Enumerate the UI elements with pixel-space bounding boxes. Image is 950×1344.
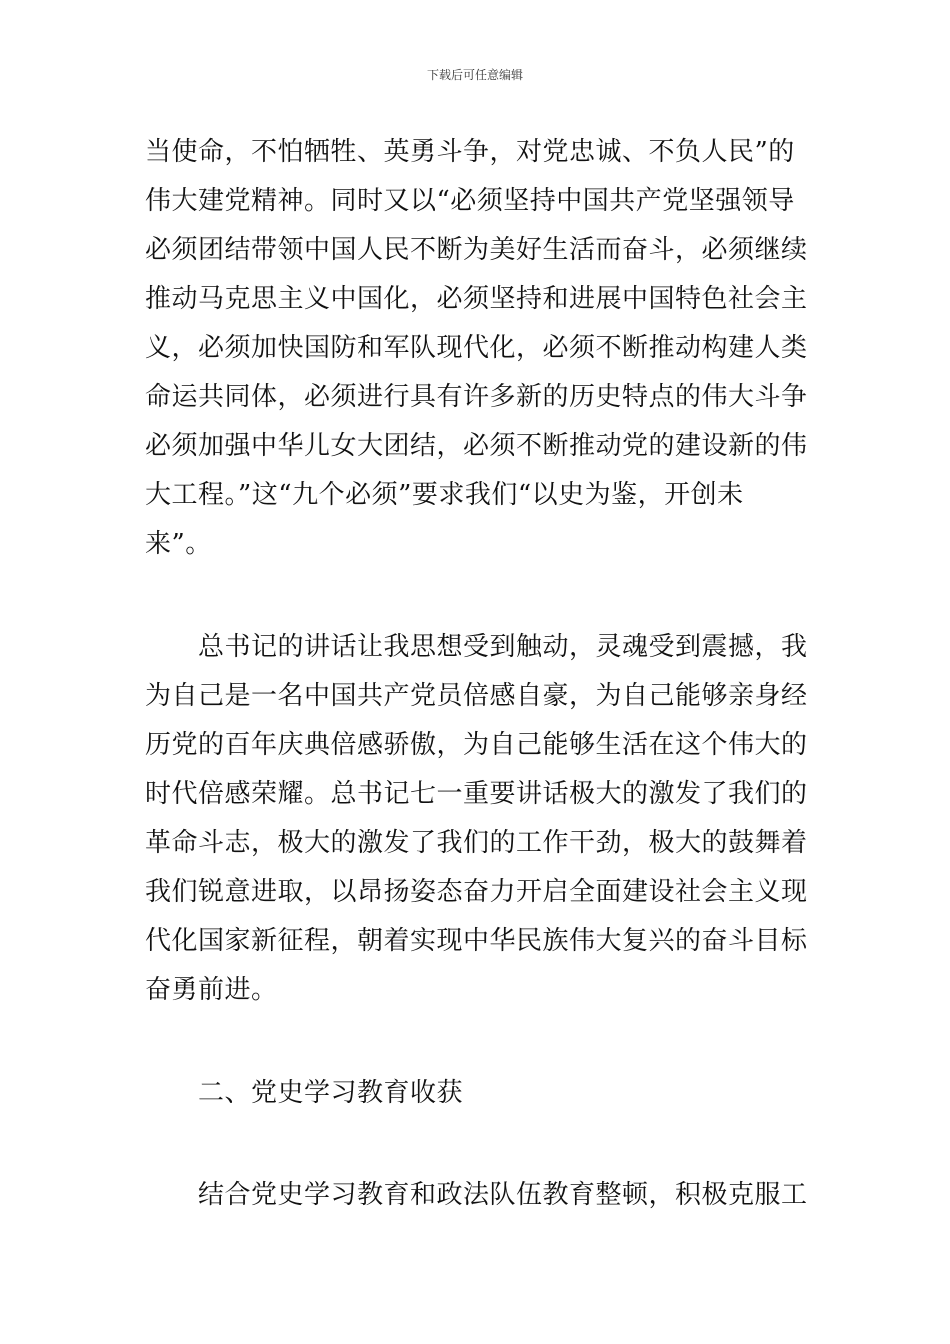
text-line: 为自己是一名中国共产党员倍感自豪，为自己能够亲身经 xyxy=(145,681,808,711)
section-heading: 二、党史学习教育收获 xyxy=(198,1078,464,1108)
text-line: 必须团结带领中国人民不断为美好生活而奋斗，必须继续 xyxy=(145,235,808,265)
text-line: 伟大建党精神。同时又以“必须坚持中国共产党坚强领导 xyxy=(145,186,795,216)
text-line: 来”。 xyxy=(145,529,212,559)
text-line: 当使命，不怕牺牲、英勇斗争，对党忠诚、不负人民”的 xyxy=(145,137,795,167)
text-line: 推动马克思主义中国化，必须坚持和进展中国特色社会主 xyxy=(145,284,808,314)
text-line: 命运共同体，必须进行具有许多新的历史特点的伟大斗争 xyxy=(145,382,808,412)
text-line: 大工程。”这“九个必须”要求我们“以史为鉴，开创未 xyxy=(145,480,744,510)
text-line: 代化国家新征程，朝着实现中华民族伟大复兴的奋斗目标 xyxy=(145,926,808,956)
text-line: 我们锐意进取，以昂扬姿态奋力开启全面建设社会主义现 xyxy=(145,877,808,907)
text-line: 必须加强中华儿女大团结，必须不断推动党的建设新的伟 xyxy=(145,431,808,461)
text-line: 奋勇前进。 xyxy=(145,975,278,1005)
text-line: 时代倍感荣耀。总书记七一重要讲话极大的激发了我们的 xyxy=(145,779,808,809)
text-line: 义，必须加快国防和军队现代化，必须不断推动构建人类 xyxy=(145,333,808,363)
paragraph-first-line: 总书记的讲话让我思想受到触动，灵魂受到震撼，我 xyxy=(198,632,808,662)
document-header-note: 下载后可任意编辑 xyxy=(426,68,523,82)
paragraph-first-line: 结合党史学习教育和政法队伍教育整顿，积极克服工 xyxy=(198,1180,808,1210)
text-line: 历党的百年庆典倍感骄傲，为自己能够生活在这个伟大的 xyxy=(145,730,808,760)
text-line: 革命斗志，极大的激发了我们的工作干劲，极大的鼓舞着 xyxy=(145,828,808,858)
